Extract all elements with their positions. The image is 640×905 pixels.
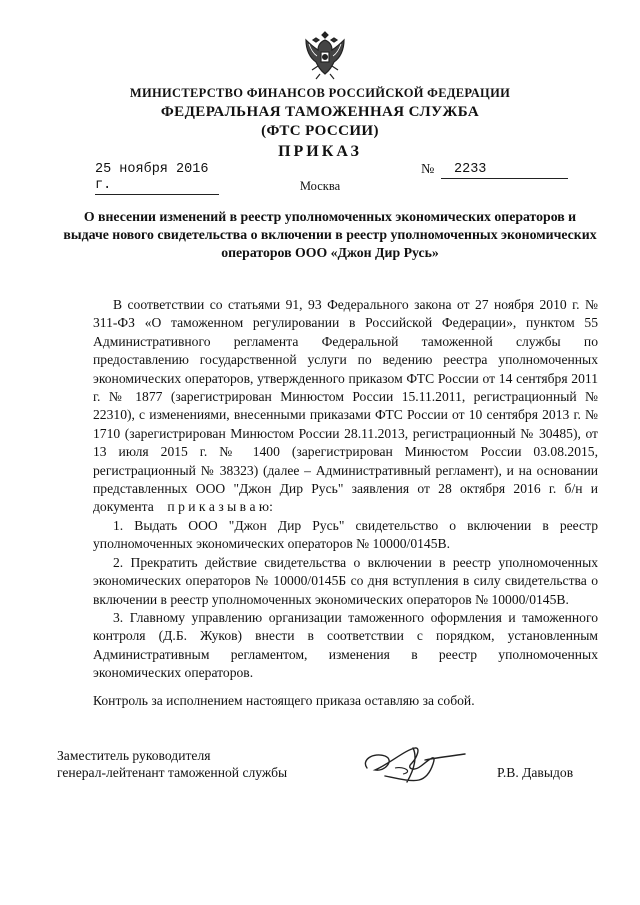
order-city: Москва <box>299 179 341 193</box>
position-line-1: Заместитель руководителя <box>57 748 211 763</box>
ministry-name: МИНИСТЕРСТВО ФИНАНСОВ РОССИЙСКОЙ ФЕДЕРАЦИИ <box>129 86 511 100</box>
signatory-position <box>57 747 287 781</box>
order-item: 2. Прекратить действие свидетельства о включении в реестр уполномоченных экономических операторов № 10000/0145Б со дня вступления в силу свидетельства о включении в реестр уполномоченных экономических операторов № 10000/0145В. <box>93 554 598 607</box>
coat-of-arms-icon <box>302 28 348 82</box>
service-short-name: (ФТС РОССИИ) <box>261 123 379 139</box>
order-date: 25 ноября 2016 г. <box>95 162 219 195</box>
order-title: О внесении изменений в реестр уполномоченных экономических операторов и выдаче нового свидетельства о включении в реестр уполномоченных экономических операторов ООО «Джон Дир Русь» <box>63 209 597 260</box>
order-item: 1. Выдать ООО "Джон Дир Русь" свидетельство о включении в реестр уполномоченных экономических операторов № 10000/0145В. <box>93 517 598 552</box>
document-type: ПРИКАЗ <box>278 143 362 160</box>
preamble <box>93 296 598 517</box>
order-item: 3. Главному управлению организации таможенного оформления и таможенного контроля (Д.Б. Жуков) внести в соответствии с порядком, установленным Административным регламентом, изменения в реестр уполномоченных экономических операторов. <box>93 609 598 681</box>
control-clause: Контроль за исполнением настоящего приказа оставляю за собой. <box>93 693 475 708</box>
service-name: ФЕДЕРАЛЬНАЯ ТАМОЖЕННАЯ СЛУЖБА <box>160 104 480 120</box>
position-line-2: генерал-лейтенант таможенной службы <box>57 765 288 780</box>
preamble-text: В соответствии со статьями 91, 93 Федерального закона от 27 ноября 2010 г. № 311-ФЗ «О таможенном регулировании в Российской Федерации», пунктом 55 Административного регламента Федеральной таможенной службы по предоставлению государственной услуги по ведению реестра уполномоченных экономических операторов, утвержденного приказом ФТС России от 14 сентября 2011 г. № 1877 (зарегистрирован Минюстом России 15.11.2011, регистрационный № 22310), с изменениями, внесенными приказами ФТС России от 10 сентября 2013 г. № 1710 (зарегистрирован Минюстом России 28.11.2013, регистрационный № 30485), от 13 июля 2015 г. № 1400 (зарегистрирован Минюстом России 03.08.2015, регистрационный № 38323) (далее – Административный регламент), и на основании представленных ООО "Джон Дир Русь" заявления от 28 октября 2016 г. б/н и документа <box>93 297 598 515</box>
order-word: п р и к а з ы в а ю: <box>167 499 273 515</box>
signatory-name: Р.В. Давыдов <box>497 765 574 780</box>
signature-icon <box>355 738 475 786</box>
order-body <box>93 296 598 683</box>
order-number-label: № <box>421 162 435 177</box>
order-number: 2233 <box>441 162 568 179</box>
